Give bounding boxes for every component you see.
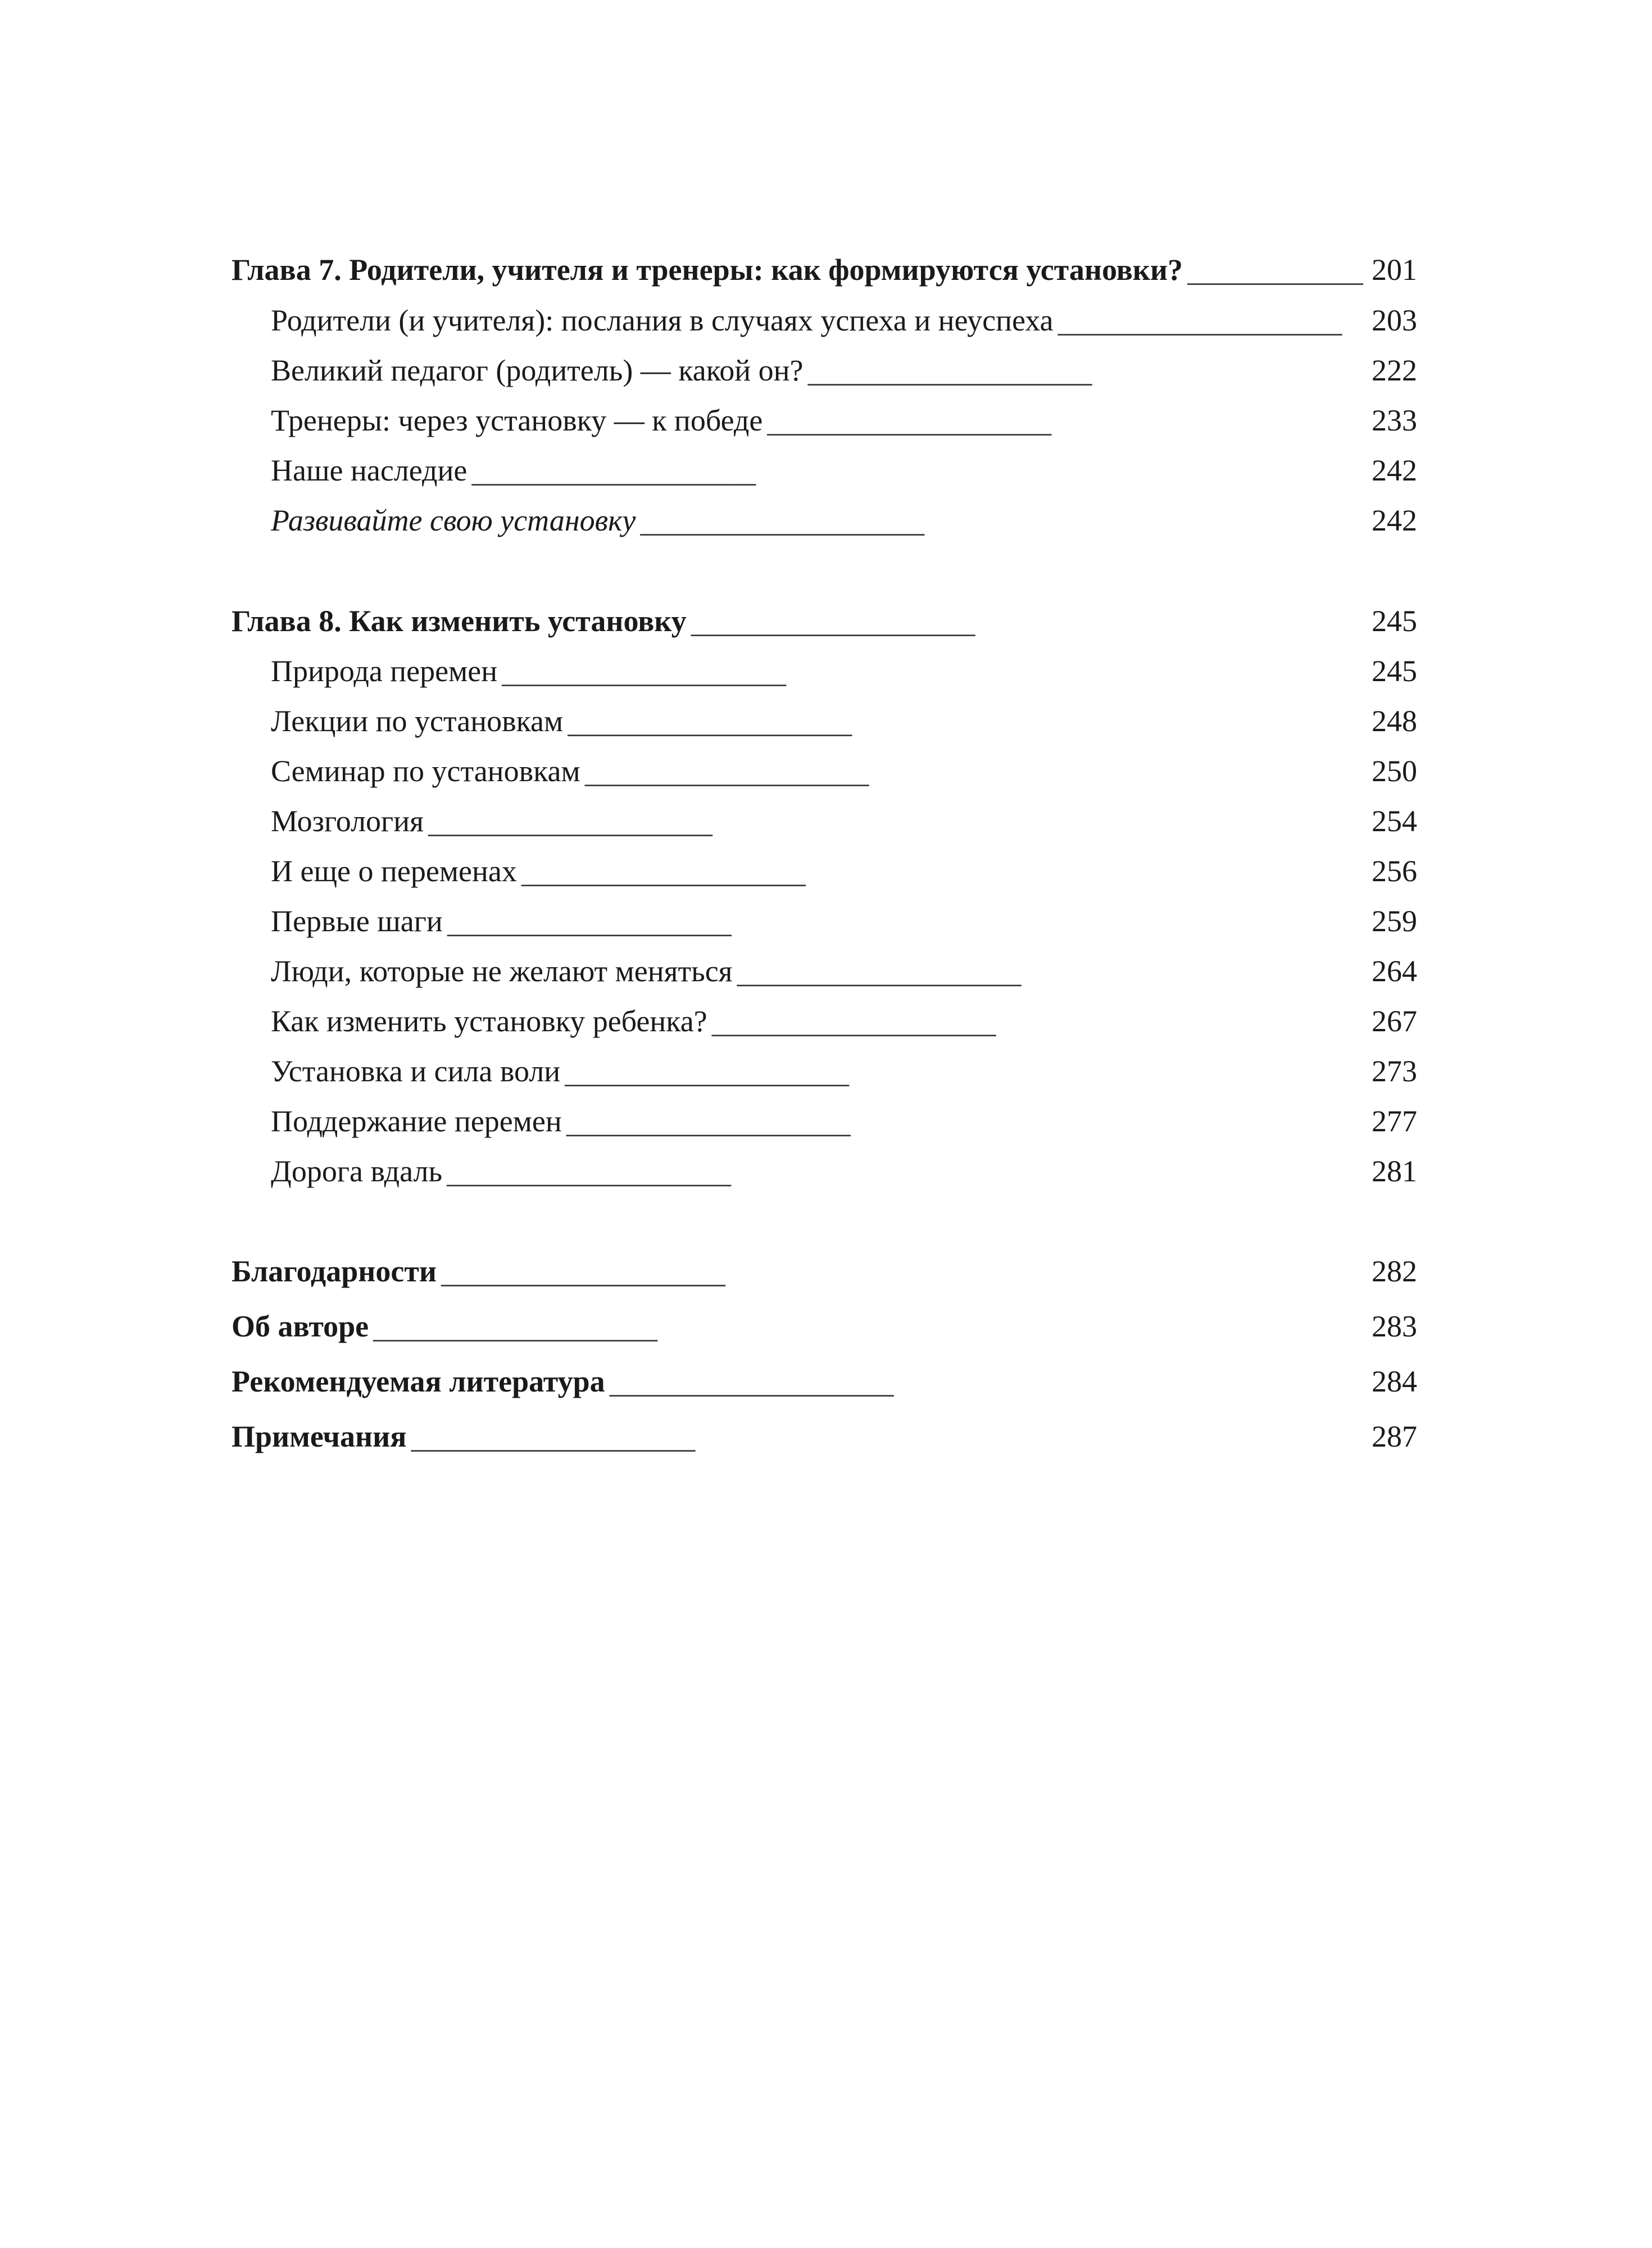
toc-entry-about-author[interactable]: [232, 1294, 1417, 1344]
dot-leader: [427, 803, 1363, 839]
toc-entry-chapter-7[interactable]: [232, 237, 1417, 288]
toc-entry-page: 287: [1372, 1420, 1417, 1453]
toc-entry-title: Лекции по установкам: [271, 704, 564, 738]
toc-entry[interactable]: [271, 688, 1417, 739]
toc-entry-page: 284: [1372, 1365, 1417, 1398]
dot-leader: [609, 1363, 1363, 1399]
toc-entry-recommended-reading[interactable]: [232, 1349, 1417, 1399]
toc-entry[interactable]: [271, 488, 1417, 538]
toc-entry-title: Семинар по установкам: [271, 754, 580, 788]
dot-leader: [410, 1418, 1363, 1454]
toc-entry-title: Глава 7. Родители, учителя и тренеры: как формируются установки?: [232, 253, 1183, 287]
dot-leader: [736, 953, 1364, 989]
toc-entry-page: 242: [1372, 454, 1417, 487]
dot-leader: [806, 352, 1363, 388]
toc-entry-title: И еще о переменах: [271, 854, 517, 888]
toc-entry-page: 259: [1372, 904, 1417, 938]
dot-leader: [470, 452, 1363, 488]
dot-leader: [564, 1053, 1363, 1089]
toc-entry-title: Благодарности: [232, 1254, 437, 1288]
toc-entry-title: Глава 8. Как изменить установку: [232, 604, 687, 638]
toc-entry-page: 248: [1372, 704, 1417, 738]
toc-entry-title: Дорога вдаль: [271, 1154, 443, 1188]
dot-leader: [501, 653, 1363, 689]
toc-entry-title: Природа перемен: [271, 654, 498, 688]
toc-entry[interactable]: [271, 738, 1417, 789]
toc-entry-page: 282: [1372, 1254, 1417, 1288]
toc-entry-chapter-8[interactable]: [232, 588, 1417, 639]
toc-entry-title: Примечания: [232, 1420, 407, 1453]
toc-entry-title: Рекомендуемая литература: [232, 1365, 605, 1398]
toc-entry[interactable]: [271, 839, 1417, 889]
dot-leader: [566, 703, 1363, 739]
dot-leader: [690, 603, 1363, 639]
toc-entry-title: Развивайте свою установку: [271, 504, 636, 537]
dot-leader: [1186, 252, 1363, 288]
toc-entry-page: 283: [1372, 1309, 1417, 1343]
toc-entry[interactable]: [271, 638, 1417, 689]
toc-entry-page: 201: [1372, 253, 1417, 287]
toc-entry[interactable]: [271, 438, 1417, 488]
toc-entry-acknowledgements[interactable]: [232, 1239, 1417, 1289]
dot-leader: [520, 853, 1363, 889]
toc-entry-page: 267: [1372, 1004, 1417, 1038]
dot-leader: [446, 903, 1363, 939]
toc-entry[interactable]: [271, 939, 1417, 989]
toc-entry-notes[interactable]: [232, 1404, 1417, 1454]
toc-entry[interactable]: [271, 388, 1417, 438]
dot-leader: [446, 1153, 1363, 1189]
toc-entry-title: Великий педагог (родитель) — какой он?: [271, 353, 804, 387]
toc-entry-title: Поддержание перемен: [271, 1104, 562, 1138]
toc-entry[interactable]: [271, 288, 1417, 338]
toc-entry-page: 245: [1372, 654, 1417, 688]
toc-entry-page: 273: [1372, 1054, 1417, 1088]
toc-entry[interactable]: [271, 338, 1417, 388]
toc-entry[interactable]: [271, 889, 1417, 939]
toc-entry-page: 233: [1372, 404, 1417, 437]
toc-entry-page: 277: [1372, 1104, 1417, 1138]
dot-leader: [440, 1253, 1363, 1289]
toc-entry-title: Родители (и учителя): послания в случаях успеха и неуспеха: [271, 303, 1054, 337]
toc-entry[interactable]: [271, 1039, 1417, 1089]
dot-leader: [584, 753, 1363, 789]
toc-entry[interactable]: [271, 1089, 1417, 1139]
toc-entry-page: 254: [1372, 804, 1417, 838]
toc-entry-title: Первые шаги: [271, 904, 443, 938]
toc-entry-page: 242: [1372, 504, 1417, 537]
toc-entry[interactable]: [271, 989, 1417, 1039]
dot-leader: [639, 502, 1363, 538]
toc-entry-title: Люди, которые не желают меняться: [271, 954, 733, 988]
toc-entry-page: 281: [1372, 1154, 1417, 1188]
toc-entry[interactable]: [271, 1139, 1417, 1189]
toc-entry-title: Как изменить установку ребенка?: [271, 1004, 707, 1038]
toc-entry-page: 264: [1372, 954, 1417, 988]
toc-entry-title: Наше наследие: [271, 454, 468, 487]
toc-entry-page: 222: [1372, 353, 1417, 387]
toc-entry-page: 256: [1372, 854, 1417, 888]
toc-entry-title: Тренеры: через установку — к победе: [271, 404, 763, 437]
toc-entry[interactable]: [271, 788, 1417, 839]
toc-entry-title: Об авторе: [232, 1309, 369, 1343]
toc-entry-title: Мозгология: [271, 804, 424, 838]
toc-entry-title: Установка и сила воли: [271, 1054, 561, 1088]
toc-entry-page: 250: [1372, 754, 1417, 788]
dot-leader: [1057, 302, 1363, 338]
dot-leader: [565, 1103, 1363, 1139]
dot-leader: [711, 1003, 1363, 1039]
dot-leader: [766, 402, 1363, 438]
dot-leader: [372, 1308, 1363, 1344]
toc-entry-page: 203: [1372, 303, 1417, 337]
toc-entry-page: 245: [1372, 604, 1417, 638]
